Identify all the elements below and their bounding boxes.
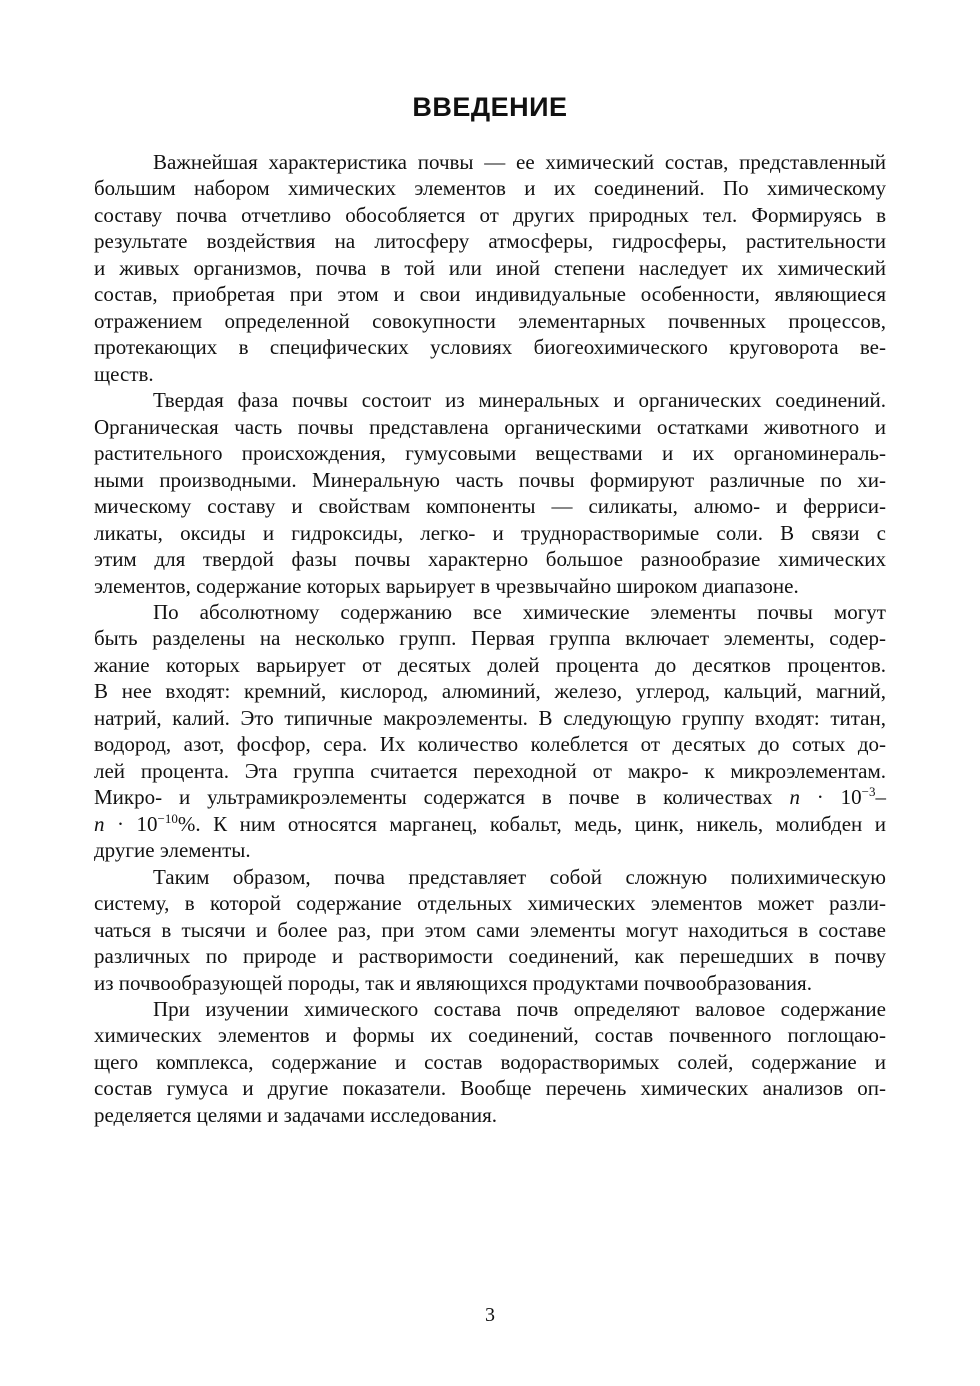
paragraph (94, 149, 886, 387)
text-line: ществ. (94, 361, 154, 386)
text-line: лей процента. Эта группа считается переходной от макро- к микроэлементам. (94, 758, 886, 783)
text-line: Таким образом, почва представляет собой сложную полихимическую (153, 864, 886, 889)
text-line: Органическая часть почвы представлена органическими остатками животного и (94, 414, 886, 439)
text-line: чаться в тысячи и более раз, при этом сами элементы могут находиться в составе (94, 917, 886, 942)
text-line: результате воздействия на литосферу атмосферы, гидросферы, растительности (94, 229, 886, 254)
text-line: отражением определенной совокупности элементарных почвенных процессов, (94, 308, 886, 333)
paragraph (94, 387, 886, 599)
text-line: большим набором химических элементов и их соединений. По химическому (94, 176, 886, 201)
text-line: мическому составу и свойствам компоненты — силикаты, алюмо- и ферриси- (94, 494, 886, 519)
text-line (94, 784, 886, 810)
paragraph (94, 864, 886, 996)
text-line: Твердая фаза почвы состоит из минеральных и органических соединений. (153, 388, 886, 413)
text-segment: %. К ним относятся марганец, кобальт, медь, цинк, никель, молибден и (177, 811, 886, 836)
text-line: состав гумуса и другие показатели. Вообще перечень химических анализов оп- (94, 1076, 886, 1101)
superscript-exponent: −10 (157, 810, 178, 826)
text-line: составу почва отчетливо обособляется от других природных тел. Формируясь в (94, 202, 886, 227)
text-line: ными производными. Минеральную часть почвы формируют различные по хи- (94, 467, 886, 492)
text-line: щего комплекса, содержание и состав водорастворимых солей, содержание и (94, 1049, 886, 1074)
text-line: химических элементов и формы их соединений, состав почвенного поглощаю- (94, 1023, 886, 1048)
text-segment: – (875, 785, 886, 810)
text-segment: n (94, 811, 105, 836)
superscript-exponent: −3 (861, 784, 876, 800)
text-segment: · 10 (104, 811, 158, 836)
text-line: быть разделены на несколько групп. Первая группа включает элементы, содер- (94, 626, 886, 651)
page-number: 3 (485, 1304, 495, 1326)
text-line: другие элементы. (94, 838, 251, 863)
text-line: из почвообразующей породы, так и являющихся продуктами почвообразования. (94, 970, 812, 995)
text-line: протекающих в специфических условиях биогеохимического круговорота ве- (94, 335, 886, 360)
paragraph (94, 599, 886, 864)
text-line: и живых организмов, почва в той или иной степени наследует их химический (94, 255, 886, 280)
text-line: систему, в которой содержание отдельных химических элементов может разли- (94, 891, 886, 916)
text-line (94, 811, 886, 837)
text-line: При изучении химического состава почв определяют валовое содержание (153, 997, 886, 1021)
text-line: натрий, калий. Это типичные макроэлементы. В следующую группу входят: титан, (94, 705, 886, 730)
text-line: элементов, содержание которых варьирует в чрезвычайно широком диапазоне. (94, 573, 799, 598)
text-line: ределяется целями и задачами исследования. (94, 1102, 498, 1127)
text-line: состав, приобретая при этом и свои индивидуальные особенности, являющиеся (94, 282, 886, 307)
text-line: Важнейшая характеристика почвы — ее химический состав, представленный (153, 150, 886, 174)
text-line: различных по природе и растворимости соединений, как перешедших в почву (94, 944, 886, 969)
paragraph (94, 996, 886, 1128)
text-segment: n (789, 785, 800, 810)
text-line: В нее входят: кремний, кислород, алюминий, железо, углерод, кальций, магний, (94, 679, 886, 704)
text-line: По абсолютному содержанию все химические элементы почвы могут (153, 599, 886, 624)
text-segment: · 10 (799, 785, 862, 810)
text-line: водород, азот, фосфор, сера. Их количество колеблется от десятых до сотых до- (94, 732, 886, 757)
text-line: ликаты, оксиды и гидроксиды, легко- и труднорастворимые соли. В связи с (94, 520, 886, 545)
page-title: ВВЕДЕНИЕ (412, 92, 568, 122)
text-line: растительного происхождения, гумусовыми веществами и их органоминераль- (94, 441, 886, 466)
text-segment: Микро- и ультрамикроэлементы содержатся в почве в количествах (94, 785, 790, 810)
body-text (94, 149, 886, 1128)
text-line: этим для твердой фазы почвы характерно большое разнообразие химических (94, 547, 886, 572)
text-line: жание которых варьирует от десятых долей процента до десятков процентов. (94, 652, 886, 677)
